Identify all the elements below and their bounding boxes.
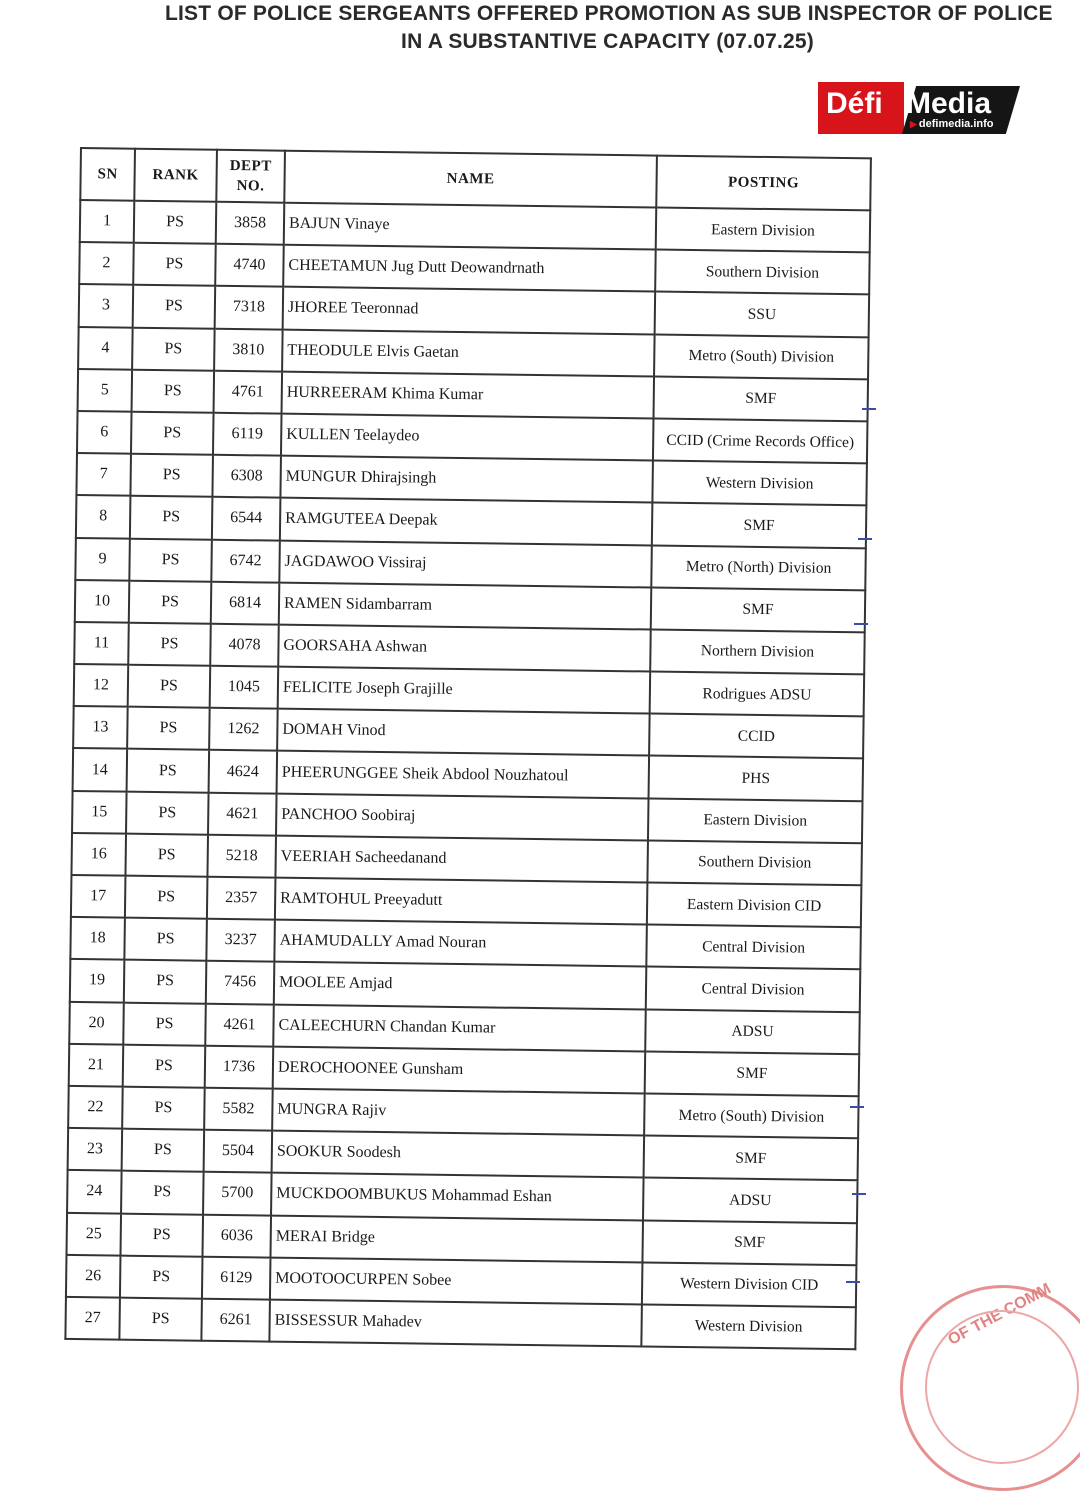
cell-rank: PS xyxy=(129,580,212,623)
cell-name: AHAMUDALLY Amad Nouran xyxy=(274,920,647,967)
cell-dept-no: 5582 xyxy=(204,1088,273,1131)
cell-rank: PS xyxy=(122,1087,205,1130)
cell-dept-no: 5504 xyxy=(204,1130,273,1173)
cell-dept-no: 3237 xyxy=(206,919,275,962)
cell-name: BAJUN Vinaye xyxy=(284,203,657,250)
cell-rank: PS xyxy=(124,960,207,1003)
cell-name: MERAI Bridge xyxy=(270,1215,643,1262)
cell-dept-no: 3858 xyxy=(216,202,285,245)
cell-rank: PS xyxy=(134,201,217,244)
cell-sn: 24 xyxy=(67,1170,122,1213)
cell-name: BISSESSUR Mahadev xyxy=(269,1299,642,1346)
cell-rank: PS xyxy=(131,412,214,455)
logo-brand-part2: Media xyxy=(906,87,992,120)
cell-dept-no: 7318 xyxy=(215,286,284,329)
cell-name: PHEERUNGGEE Sheik Abdool Nouzhatoul xyxy=(277,751,650,798)
cell-dept-no: 5700 xyxy=(203,1172,272,1215)
cell-rank: PS xyxy=(123,1044,206,1087)
cell-dept-no: 2357 xyxy=(207,877,276,920)
cell-sn: 13 xyxy=(73,706,128,749)
official-stamp xyxy=(900,1280,1080,1491)
cell-sn: 19 xyxy=(70,959,125,1002)
cell-dept-no: 7456 xyxy=(206,961,275,1004)
pen-tick-mark xyxy=(852,1193,866,1195)
cell-name: FELICITE Joseph Grajille xyxy=(278,667,651,714)
cell-sn: 15 xyxy=(72,791,127,834)
cell-posting: ADSU xyxy=(643,1178,858,1223)
cell-rank: PS xyxy=(128,623,211,666)
cell-posting: SMF xyxy=(645,1051,860,1096)
cell-rank: PS xyxy=(128,665,211,708)
pen-tick-mark xyxy=(850,1106,864,1108)
cell-sn: 21 xyxy=(69,1044,124,1087)
pen-tick-mark xyxy=(858,538,872,540)
cell-name: CHEETAMUN Jug Dutt Deowandrnath xyxy=(283,245,656,292)
cell-name: MUNGUR Dhirajsingh xyxy=(280,456,653,503)
cell-posting: Western Division CID xyxy=(642,1262,857,1307)
cell-rank: PS xyxy=(122,1129,205,1172)
cell-posting: CCID (Crime Records Office) xyxy=(653,418,868,463)
cell-posting: Metro (North) Division xyxy=(651,545,866,590)
cell-name: HURREERAM Khima Kumar xyxy=(282,371,655,418)
cell-rank: PS xyxy=(127,749,210,792)
cell-rank: PS xyxy=(133,285,216,328)
cell-sn: 25 xyxy=(67,1212,122,1255)
cell-rank: PS xyxy=(130,496,213,539)
header-rank: RANK xyxy=(134,149,217,202)
cell-sn: 18 xyxy=(70,917,125,960)
cell-dept-no: 1736 xyxy=(205,1045,274,1088)
cell-rank: PS xyxy=(119,1297,202,1340)
cell-dept-no: 6742 xyxy=(211,539,280,582)
cell-sn: 14 xyxy=(73,748,128,791)
cell-sn: 9 xyxy=(75,537,130,580)
cell-posting: ADSU xyxy=(645,1009,860,1054)
cell-name: THEODULE Elvis Gaetan xyxy=(282,329,655,376)
promotion-table xyxy=(64,147,872,1350)
cell-posting: SSU xyxy=(655,292,870,337)
defimedia-logo xyxy=(818,82,1020,134)
cell-dept-no: 4761 xyxy=(214,371,283,414)
cell-sn: 27 xyxy=(65,1297,120,1340)
cell-sn: 8 xyxy=(76,495,131,538)
header-name: NAME xyxy=(284,151,657,208)
cell-name: CALEECHURN Chandan Kumar xyxy=(273,1004,646,1051)
cell-rank: PS xyxy=(132,369,215,412)
cell-posting: Metro (South) Division xyxy=(654,334,869,379)
logo-brand-part1: Défi xyxy=(826,87,883,120)
cell-posting: Eastern Division CID xyxy=(647,882,862,927)
cell-dept-no: 4078 xyxy=(210,624,279,667)
cell-dept-no: 4624 xyxy=(209,750,278,793)
cell-sn: 16 xyxy=(71,833,126,876)
pen-tick-mark xyxy=(862,408,876,410)
cell-name: RAMGUTEEA Deepak xyxy=(280,498,653,545)
cell-rank: PS xyxy=(124,918,207,961)
table-row xyxy=(65,1297,855,1350)
cell-sn: 6 xyxy=(77,411,132,454)
header-dept-no: DEPT NO. xyxy=(216,150,285,203)
cell-posting: SMF xyxy=(644,1136,859,1181)
cell-rank: PS xyxy=(126,791,209,834)
cell-rank: PS xyxy=(120,1255,203,1298)
pen-tick-mark xyxy=(854,623,868,625)
cell-dept-no: 1262 xyxy=(209,708,278,751)
cell-sn: 26 xyxy=(66,1255,121,1298)
cell-sn: 12 xyxy=(74,664,129,707)
logo-url: ▶ defimedia.info xyxy=(910,118,993,130)
cell-posting: Southern Division xyxy=(655,250,870,295)
cell-sn: 1 xyxy=(80,200,135,243)
cell-posting: SMF xyxy=(653,376,868,421)
cell-rank: PS xyxy=(129,538,212,581)
cell-rank: PS xyxy=(125,833,208,876)
cell-dept-no: 6308 xyxy=(212,455,281,498)
cell-dept-no: 6261 xyxy=(201,1299,270,1342)
cell-sn: 10 xyxy=(75,580,130,623)
cell-sn: 22 xyxy=(68,1086,123,1129)
cell-dept-no: 6814 xyxy=(211,581,280,624)
cell-sn: 11 xyxy=(74,622,129,665)
cell-sn: 20 xyxy=(69,1002,124,1045)
cell-sn: 23 xyxy=(68,1128,123,1171)
title-line-2: IN A SUBSTANTIVE CAPACITY (07.07.25) xyxy=(401,30,814,53)
cell-dept-no: 4621 xyxy=(208,792,277,835)
cell-posting: Eastern Division xyxy=(656,208,871,253)
cell-rank: PS xyxy=(125,876,208,919)
cell-posting: PHS xyxy=(649,756,864,801)
cell-name: RAMEN Sidambarram xyxy=(279,582,652,629)
cell-posting: Eastern Division xyxy=(648,798,863,843)
stamp-text: OF THE COMM xyxy=(945,1280,1054,1349)
cell-name: MUNGRA Rajiv xyxy=(272,1089,645,1136)
cell-rank: PS xyxy=(130,454,213,497)
cell-name: GOORSAHA Ashwan xyxy=(278,625,651,672)
cell-posting: Western Division xyxy=(641,1304,856,1349)
table-body xyxy=(65,200,870,1349)
cell-posting: SMF xyxy=(652,503,867,548)
cell-sn: 17 xyxy=(71,875,126,918)
cell-name: SOOKUR Soodesh xyxy=(272,1131,645,1178)
cell-posting: Metro (South) Division xyxy=(644,1093,859,1138)
cell-posting: SMF xyxy=(651,587,866,632)
cell-rank: PS xyxy=(127,707,210,750)
cell-posting: Southern Division xyxy=(647,840,862,885)
cell-posting: Central Division xyxy=(646,967,861,1012)
cell-dept-no: 4740 xyxy=(215,244,284,287)
pen-tick-mark xyxy=(846,1281,860,1283)
cell-name: RAMTOHUL Preeyadutt xyxy=(275,878,648,925)
cell-rank: PS xyxy=(121,1171,204,1214)
cell-name: DOMAH Vinod xyxy=(277,709,650,756)
cell-posting: CCID xyxy=(649,714,864,759)
cell-name: PANCHOO Soobiraj xyxy=(276,793,649,840)
cell-dept-no: 4261 xyxy=(205,1003,274,1046)
cell-rank: PS xyxy=(133,243,216,286)
cell-rank: PS xyxy=(132,327,215,370)
cell-sn: 7 xyxy=(76,453,131,496)
cell-posting: Rodrigues ADSU xyxy=(650,672,865,717)
cell-sn: 3 xyxy=(79,284,134,327)
cell-dept-no: 3810 xyxy=(214,328,283,371)
cell-sn: 2 xyxy=(79,242,134,285)
cell-rank: PS xyxy=(123,1002,206,1045)
cell-sn: 5 xyxy=(78,369,133,412)
header-posting: POSTING xyxy=(656,156,871,211)
cell-name: MOOTOOCURPEN Sobee xyxy=(270,1257,643,1304)
cell-posting: Western Division xyxy=(652,461,867,506)
cell-dept-no: 5218 xyxy=(207,835,276,878)
cell-posting: Northern Division xyxy=(650,629,865,674)
cell-sn: 4 xyxy=(78,327,133,370)
cell-name: JHOREE Teeronnad xyxy=(283,287,656,334)
cell-dept-no: 6119 xyxy=(213,413,282,456)
title-line-1: LIST OF POLICE SERGEANTS OFFERED PROMOTION AS SUB INSPECTOR OF POLICE xyxy=(165,2,1053,25)
cell-name: KULLEN Teelaydeo xyxy=(281,414,654,461)
cell-rank: PS xyxy=(120,1213,203,1256)
header-sn: SN xyxy=(80,148,135,201)
cell-posting: Central Division xyxy=(646,925,861,970)
cell-name: DEROCHOONEE Gunsham xyxy=(273,1046,646,1093)
cell-name: MOOLEE Amjad xyxy=(274,962,647,1009)
cell-dept-no: 6544 xyxy=(212,497,281,540)
cell-dept-no: 6036 xyxy=(202,1214,271,1257)
cell-dept-no: 1045 xyxy=(210,666,279,709)
cell-name: MUCKDOOMBUKUS Mohammad Eshan xyxy=(271,1173,644,1220)
cell-dept-no: 6129 xyxy=(202,1256,271,1299)
cell-posting: SMF xyxy=(642,1220,857,1265)
cell-name: VEERIAH Sacheedanand xyxy=(275,835,648,882)
cell-name: JAGDAWOO Vissiraj xyxy=(279,540,652,587)
